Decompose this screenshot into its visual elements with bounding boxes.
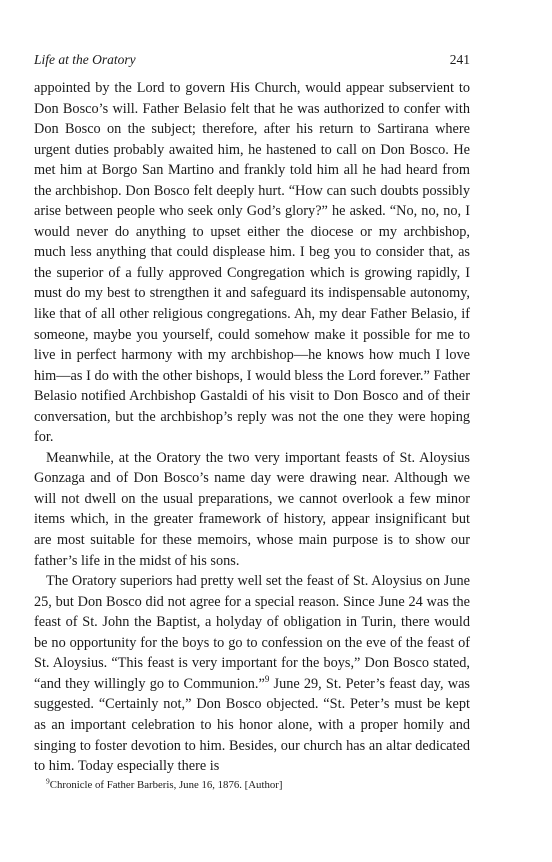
footnote [34, 778, 470, 792]
paragraph-3 [34, 571, 470, 776]
page-header [34, 52, 470, 78]
footnote-mark: 9 [46, 776, 50, 785]
page-number: 241 [449, 52, 470, 67]
paragraph-3-text-after: June 29, St. Peter’s feast day, was suggested. “Certainly not,” Don Bosco objected. “St. Peter’s must be kept as an important celebration to his honor alone, with a proper homily and singing to foster devotion to him. Besides, our church has an altar dedicated to him. Today especially there is [34, 675, 470, 775]
paragraph-1: appointed by the Lord to govern His Church, would appear subservient to Don Bosco’s will. Father Belasio felt that he was authorized to confer with Don Bosco on the subject; therefore, after his return to Sartirana where urgent duties probably awaited him, he hastened to call on Don Bosco. He met him at Borgo San Martino and frankly told him all he had heard from the archbishop. Don Bosco felt deeply hurt. “How can such doubts possibly arise between people who seek only God’s glory?” he asked. “No, no, no, I would never do anything to upset either the diocese or my archbishop, much less anything that could displease him. I beg you to consider that, as the superior of a fully approved Congregation which is growing rapidly, I must do my best to strengthen it and safeguard its indispensable autonomy, like that of all other religious congregations. Ah, my dear Father Belasio, if someone, maybe you yourself, could somehow make it possible for me to live in perfect harmony with my archbishop—he knows how much I love him—as I do with the other bishops, I would bless the Lord forever.” Father Belasio notified Archbishop Gastaldi of his visit to Don Bosco and of their conversation, but the archbishop’s reply was not the one they were hoping for. [34, 80, 470, 446]
body-text [34, 78, 470, 777]
running-title: Life at the Oratory [34, 52, 136, 67]
footnote-text: Chronicle of Father Barberis, June 16, 1876. [Author] [49, 778, 283, 791]
footnote-reference: 9 [264, 674, 270, 685]
paragraph-3-text-before: The Oratory superiors had pretty well set the feast of St. Aloysius on June 25, but Don Bosco did not agree for a special reason. Since June 24 was the feast of St. John the Baptist, a holyday of obligation in Turin, there would be no opportunity for the boys to go to confession on the eve of the feast of St. Aloysius. “This feast is very important for the boys,” Don Bosco stated, “and they willingly go to Communion.” [34, 573, 470, 692]
book-page [34, 52, 470, 792]
paragraph-2: Meanwhile, at the Oratory the two very important feasts of St. Aloysius Gonzaga and of Don Bosco’s name day were drawing near. Although we will not dwell on the usual preparations, we cannot overlook a few minor items which, in the greater framework of history, appear insignificant but are most suitable for these memoirs, whose main purpose is to show our father’s life in the midst of his sons. [34, 449, 470, 569]
